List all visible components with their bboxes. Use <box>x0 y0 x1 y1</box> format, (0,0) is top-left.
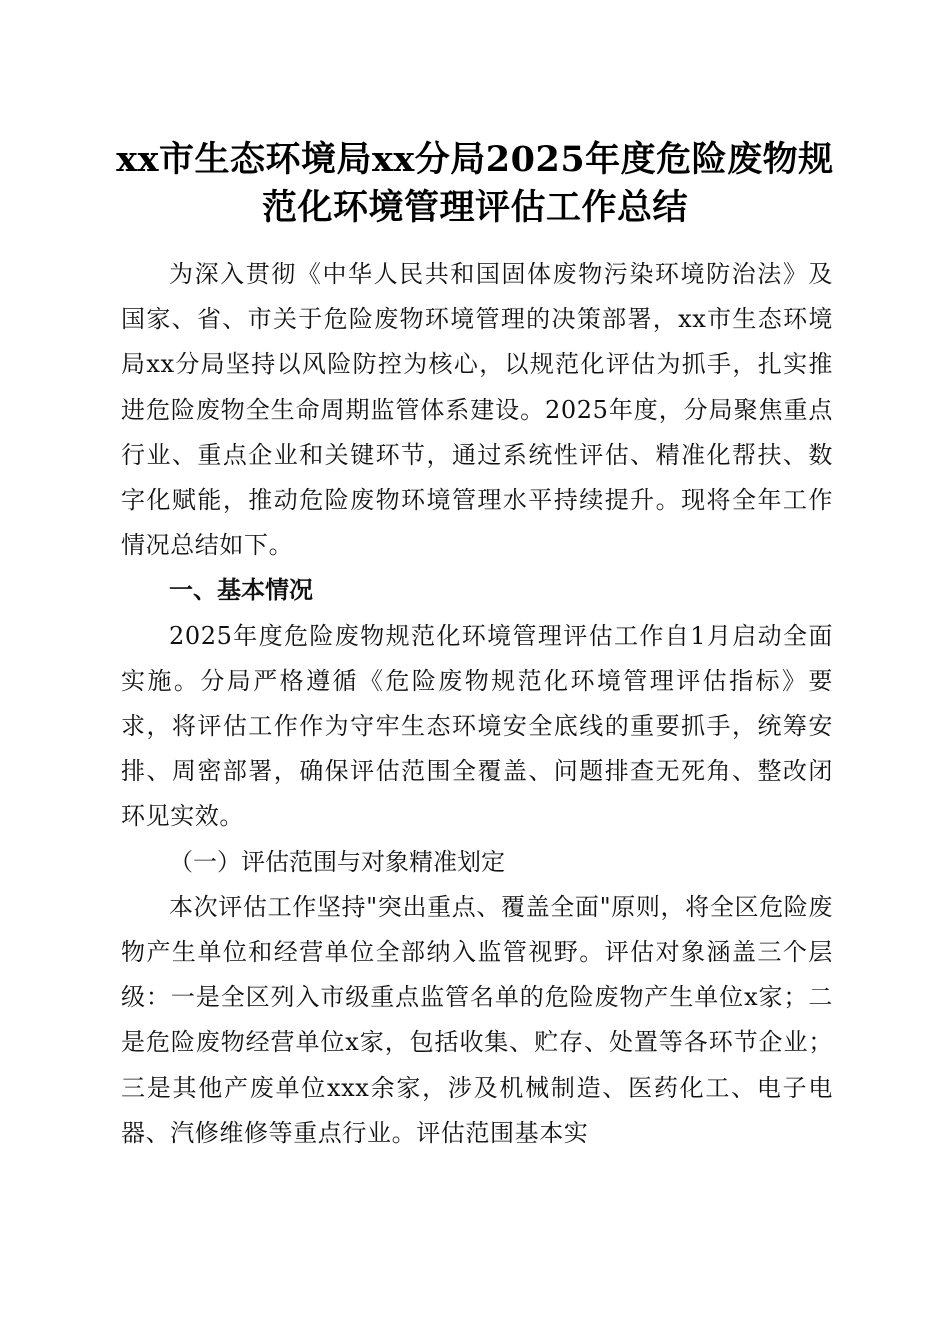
section-heading-basic-situation: 一、基本情况 <box>169 576 313 605</box>
subsection-heading-scope: （一）评估范围与对象精准划定 <box>169 847 505 876</box>
subsection-scope-paragraph: 本次评估工作坚持"突出重点、覆盖全面"原则，将全区危险废物产生单位和经营单位全部纳入监管视野。评估对象涵盖三个层级：一是全区列入市级重点监管名单的危险废物产生单位x家；二是危险废物经营单位x家，包括收集、贮存、处置等各环节企业；三是其他产废单位xxx余家，涉及机械制造、医药化工、电子电器、汽修维修等重点行业。评估范围基本实 <box>121 892 833 1147</box>
document-body <box>121 252 833 1156</box>
intro-paragraph: 为深入贯彻《中华人民共和国固体废物污染环境防治法》及国家、省、市关于危险废物环境管理的决策部署，xx市生态环境局xx分局坚持以风险防控为核心，以规范化评估为抓手，扎实推进危险废物全生命周期监管体系建设。2025年度，分局聚焦重点行业、重点企业和关键环节，通过系统性评估、精准化帮扶、数字化赋能，推动危险废物环境管理水平持续提升。现将全年工作情况总结如下。 <box>121 260 833 560</box>
section-basic-situation-paragraph: 2025年度危险废物规范化环境管理评估工作自1月启动全面实施。分局严格遵循《危险废物规范化环境管理评估指标》要求，将评估工作作为守牢生态环境安全底线的重要抓手，统筹安排、周密部署，确保评估范围全覆盖、问题排查无死角、整改闭环见实效。 <box>121 621 833 831</box>
document-title-line-1: xx市生态环境局xx分局2025年度危险废物规 <box>116 139 834 180</box>
document-title-line-2: 范化环境管理评估工作总结 <box>261 187 688 228</box>
